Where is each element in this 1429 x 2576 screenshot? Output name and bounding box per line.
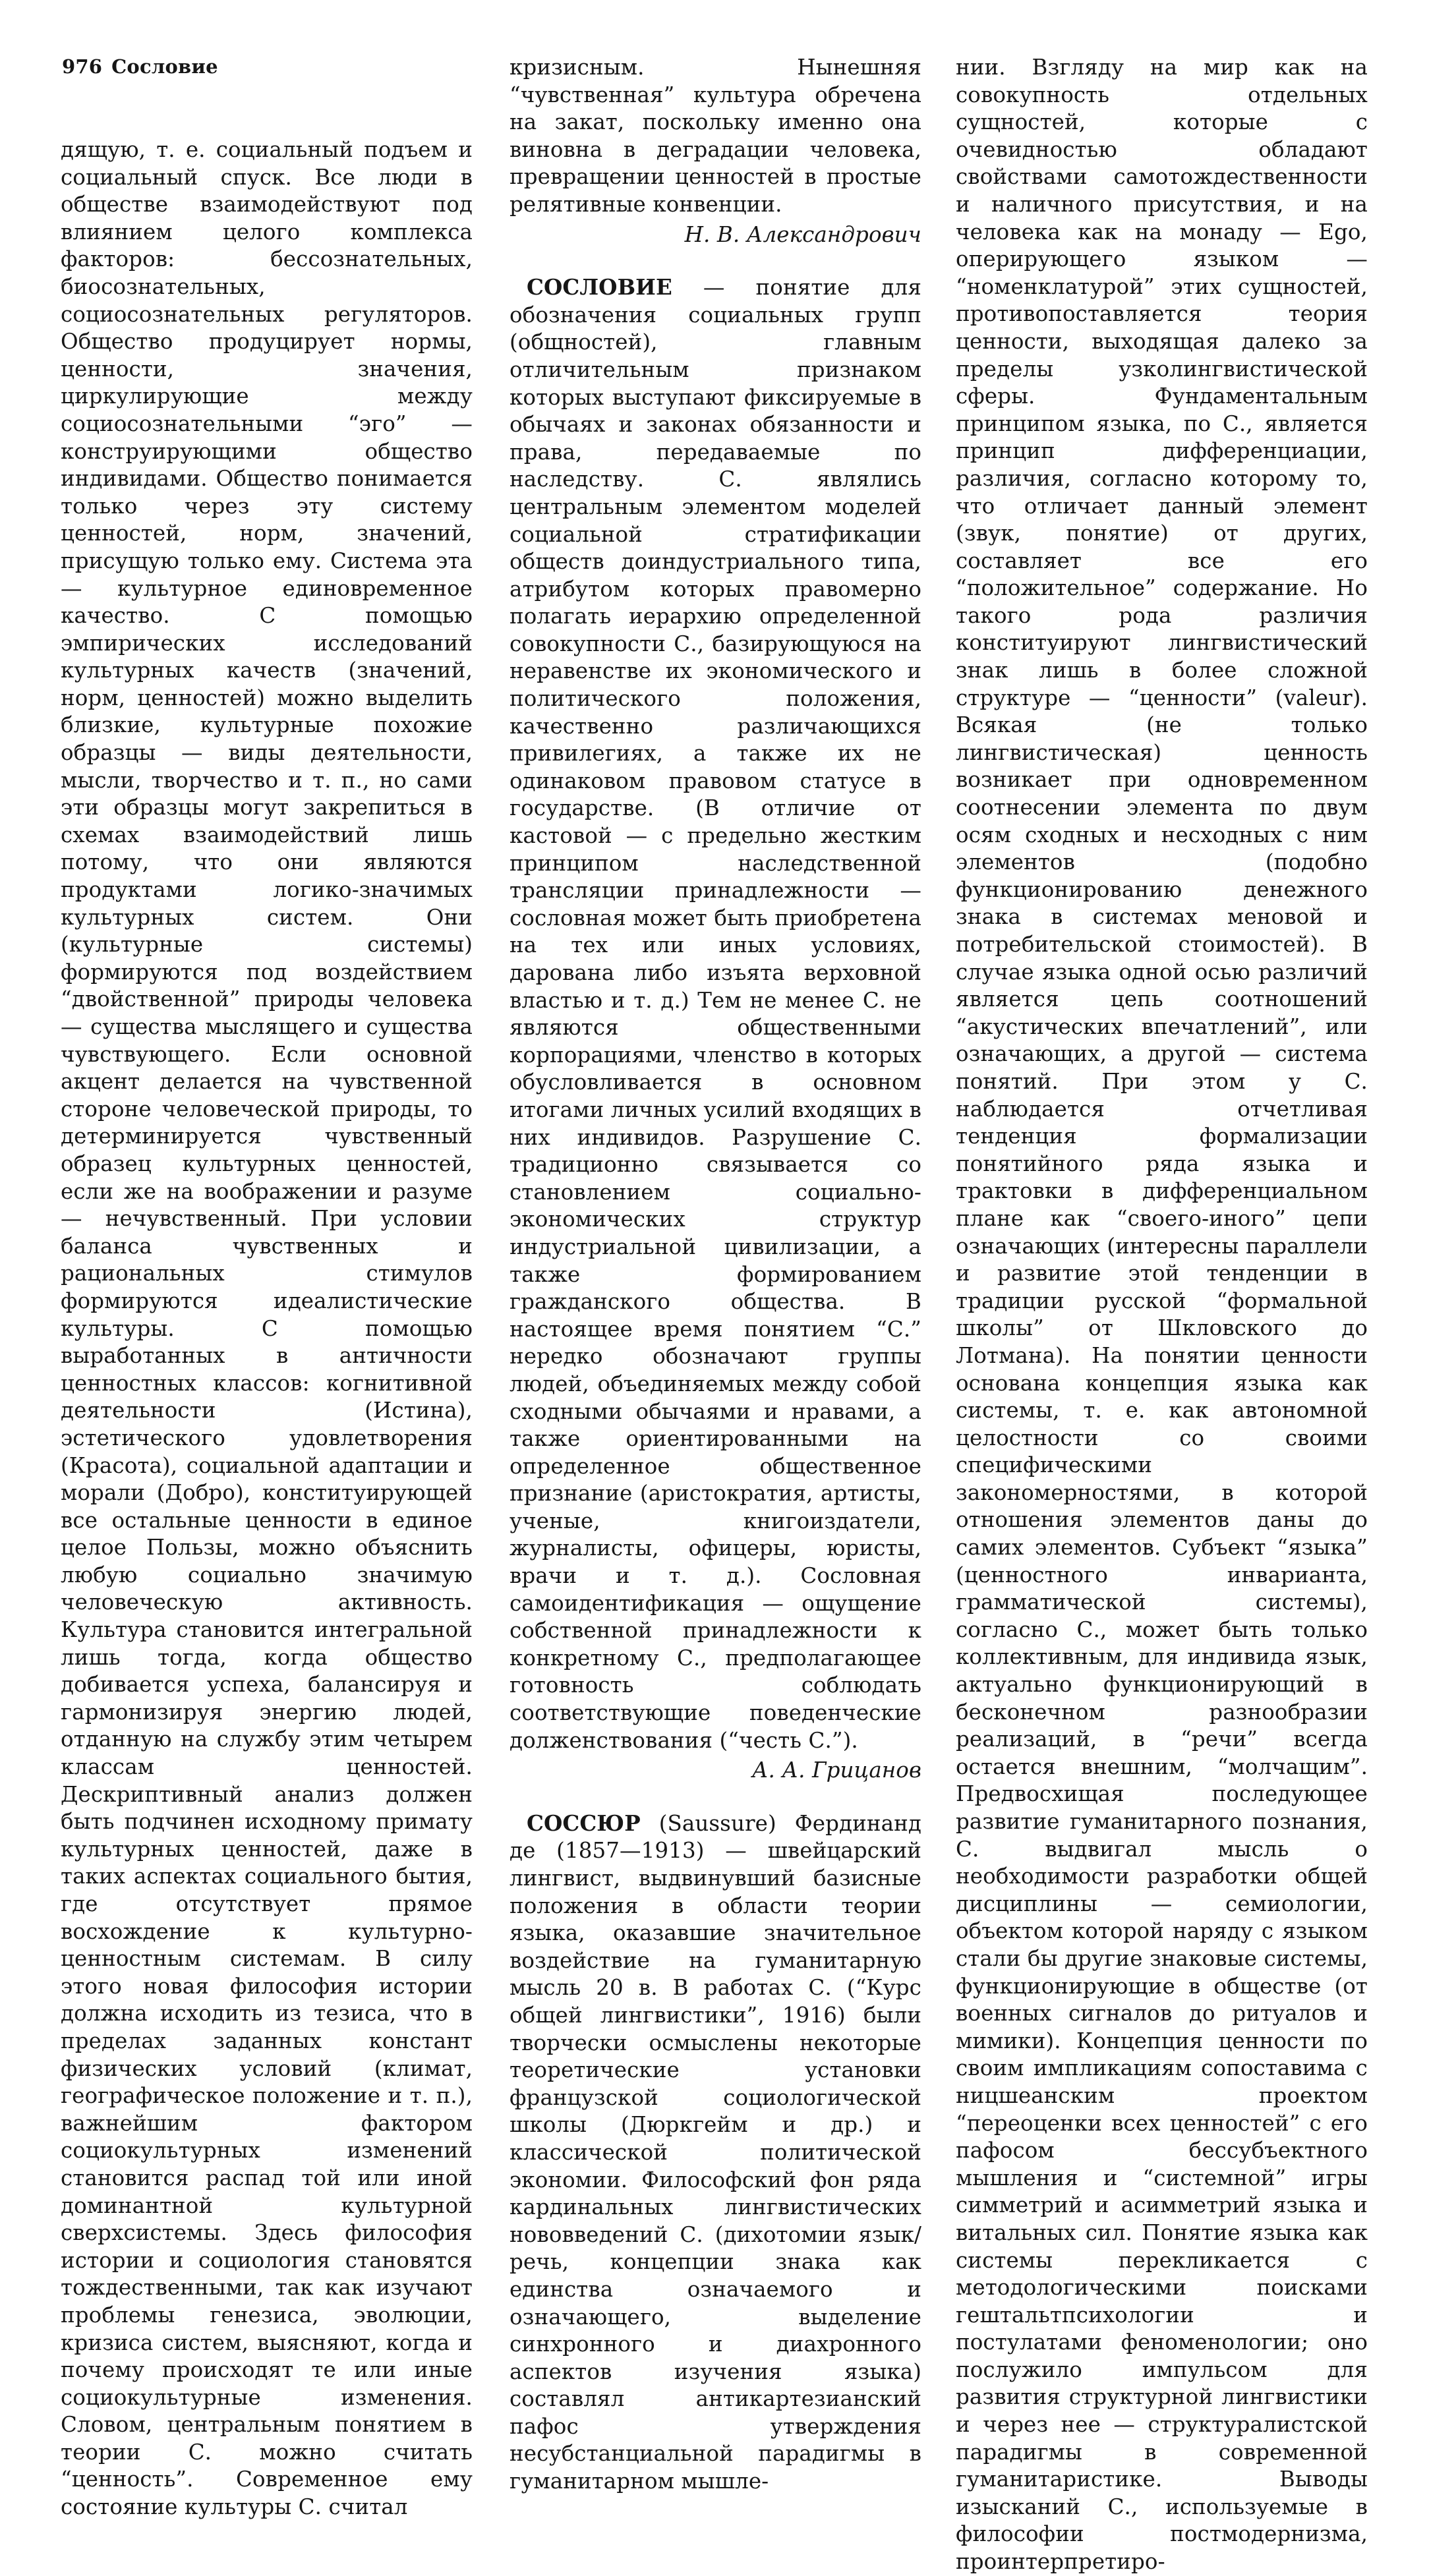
paragraph-sorokin-continued: дящую, т. е. социальный подъем и социальный спуск. Все люди в обществе взаимодействуют под влиянием целого комплекса факторов: бессознательных, биосознательных, социосознательных регуляторов. Общество продуцирует нормы, ценности, значения, циркулирующие между социосознательными “эго” — конструирующими общество индивидами. Общество понимается только через эту систему ценностей, норм, значений, присущую только ему. Система эта — культурное единовременное качество. С помощью эмпирических исследований культурных качеств (значений, норм, ценностей) можно выделить близкие, культурные похожие образцы — виды деятельности, мысли, творчество и т. п., но сами эти образцы могут закрепиться в схемах взаимодействий лишь потому, что они являются продуктами логико-значимых культурных систем. Они (культурные системы) формируются под воздействием “двойственной” природы человека — существа мыслящего и существа чувствующего. Если основной акцент делается на чувственной стороне человеческой природы, то детерминируется чувственный образец культурных ценностей, если же на воображении и разуме — нечувственный. При условии баланса чувственных и рациональных стимулов формируются идеалистические культуры. С помощью выработанных в античности ценностных классов: когнитивной деятельности (Истина), эстетического удовлетворения (Красота), социальной адаптации и морали (Добро), конституирующей все остальные ценности в единое целое Пользы, можно объяснить любую социально значимую человеческую активность. Культура становится интегральной лишь тогда, когда общество добивается успеха, балансируя и гармонизируя энергию людей, отданную на службу этим четырем классам ценностей. Дескриптивный анализ должен быть подчинен исходному примату культурных ценностей, даже в таких аспектах социального бытия, где отсутствует прямое восхождение к культурно-ценностным системам. В силу этого новая философия истории должна исходить из тезиса, что в пределах заданных констант физических условий (климат, географическое положение и т. п.), важнейшим фактором социокультурных изменений становится распад той или иной доминантной культурной сверхсистемы. Здесь философия истории и социология становятся тождественными, так как изучают проблемы генезиса, эволюции, кризиса систем, выясняют, когда и почему происходят те или иные социокультурные изменения. Словом, центральным понятием в теории С. можно считать “ценность”. Современное ему состояние культуры С. считал xyxy=(61,137,473,2520)
entry-saussure xyxy=(510,1810,921,2496)
column-right xyxy=(956,54,1368,2576)
column-left xyxy=(61,136,473,2521)
paragraph-saussure-continued: нии. Взгляду на мир как на совокупность отдельных сущностей, которые с очевидностью обладают свойствами самотождественности и наличного присутствия, и на человека как на монаду — Ego, оперирующего языком — “номенклатурой” этих сущностей, противопоставляется теория ценности, выходящая далеко за пределы узколингвистической сферы. Фундаментальным принципом языка, по С., является принцип дифференциации, различия, согласно которому то, что отличает данный элемент (звук, понятие) от других, составляет все его “положительное” содержание. Но такого рода различия конституируют лингвистический знак лишь в более сложной структуре — “ценности” (valeur). Всякая (не только лингвистическая) ценность возникает при одновременном соотнесении элемента по двум осям сходных и несходных с ним элементов (подобно функционированию денежного знака в системах меновой и потребительской стоимостей). В случае языка одной осью различий является цепь соотношений “акустических впечатлений”, или означающих, а другой — система понятий. При этом у С. наблюдается отчетливая тенденция формализации понятийного ряда языка и трактовки в дифференциальном плане как “своего-иного” цепи означающих (интересны параллели и развитие этой тенденции в традиции русской “формальной школы” от Шкловского до Лотмана). На понятии ценности основана концепция языка как системы, т. е. как автономной целостности со своими специфическими закономерностями, в которой отношения элементов даны до самих элементов. Субъект “языка” (ценностного инварианта, грамматической системы), согласно С., может быть только коллективным, для индивида язык, актуально функционирующий в бесконечном разнообразии реализаций, в “речи” всегда остается внешним, “молчащим”. Предвосхищая последующее развитие гуманитарного познания, С. выдвигал мысль о необходимости разработки общей дисциплины — семиологии, объектом которой наряду с языком стали бы другие знаковые системы, функционирующие в обществе (от военных сигналов до ритуалов и мимики). Концепция ценности по своим импликациям сопоставима с ницшеанским проектом “переоценки всех ценностей” с его пафосом бессубъектного мышления и “системной” игры симметрий и асимметрий языка и витальных сил. Понятие языка как системы перекликается с методологическими поисками гештальтпсихологии и постулатами феноменологии; оно послужило импульсом для развития структурной лингвистики и через нее — структуралистской парадигмы в современной гуманитаристике. Выводы изысканий С., используемые в философии постмодернизма, проинтерпретиро- xyxy=(956,55,1368,2575)
entry-body: (Saussure) Фердинанд де (1857—1913) — швейцарский лингвист, выдвинувший базисные положения в области теории языка, оказавшие значительное воздействие на гуманитарную мысль 20 в. В работах С. (“Курс общей лингвистики”, 1916) были творчески осмыслены некоторые теоретические установки французской социологической школы (Дюркгейм и др.) и классической политической экономии. Философский фон ряда кардинальных лингвистических нововведений С. (дихотомии язык/речь, концепции знака как единства означаемого и означающего, выделение синхронного и диахронного аспектов изучения языка) составлял антикартезианский пафос утверждения несубстанциальной парадигмы в гуманитарном мышле- xyxy=(510,1810,921,2494)
running-title: Сословие xyxy=(111,55,218,78)
page-number: 976 xyxy=(62,55,103,78)
entry-spacer xyxy=(510,248,921,273)
entry-soslovie xyxy=(510,273,921,1754)
page-header xyxy=(62,55,218,78)
paragraph-sorokin-end: кризисным. Нынешняя “чувственная” культура обречена на закат, поскольку именно она виновна в деградации человека, превращении ценностей в простые релятивные конвенции. xyxy=(510,55,921,217)
author-signature: Н. В. Александрович xyxy=(684,221,921,247)
entry-body: — понятие для обозначения социальных групп (общностей), главным отличительным признаком которых выступают фиксируемые в обычаях и законах обязанности и права, передаваемые по наследству. С. являлись центральным элементом моделей социальной стратификации обществ доиндустриального типа, атрибутом которых правомерно полагать иерархию определенной совокупности С., базирующуюся на неравенстве их экономического и политического положения, качественно различающихся привилегиях, а также их не одинаковом правовом статусе в государстве. (В отличие от кастовой — с предельно жестким принципом наследственной трансляции принадлежности — сословная может быть приобретена на тех или иных условиях, дарована либо изъята верховной властью и т. д.) Тем не менее С. не являются общественными корпорациями, членство в которых обусловливается в основном итогами личных усилий входящих в них индивидов. Разрушение С. традиционно связывается со становлением социально-экономических структур индустриальной цивилизации, а также формированием гражданского общества. В настоящее время понятием “С.” нередко обозначают группы людей, объединяемых между собой сходными обычаями и нравами, а также ориентированными на определенное общественное признание (аристократия, артисты, ученые, книгоиздатели, журналисты, офицеры, юристы, врачи и т. д.). Сословная самоидентификация — ощущение собственной принадлежности к конкретному С., предполагающее готовность соблюдать соответствующие поведенческие долженствования (“честь С.”). xyxy=(510,275,921,1753)
entry-headword: СОСЛОВИЕ xyxy=(527,274,672,301)
column-middle xyxy=(510,54,921,2496)
entry-spacer xyxy=(510,1785,921,1810)
author-signature: А. А. Грицанов xyxy=(751,1758,921,1783)
entry-headword: СОССЮР xyxy=(527,1810,641,1836)
